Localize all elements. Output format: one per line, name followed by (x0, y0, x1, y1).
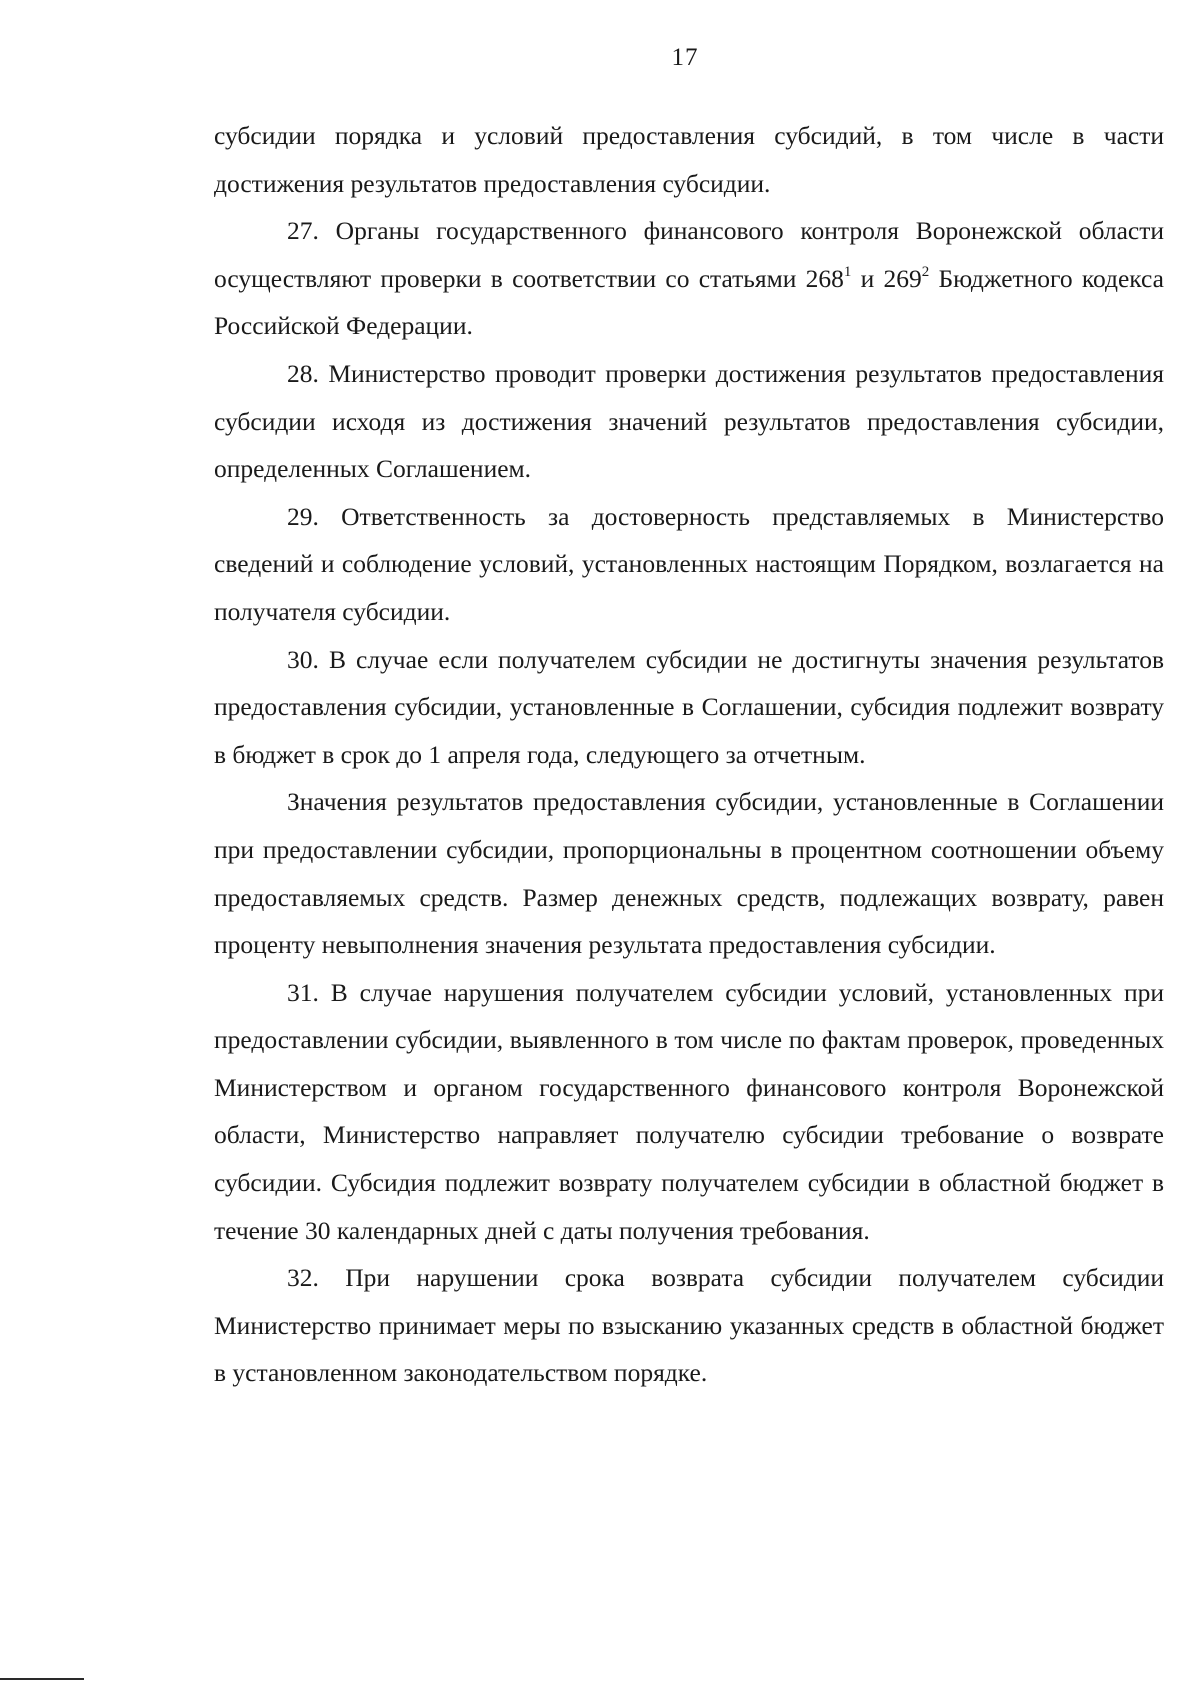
paragraph-27 (214, 207, 1164, 350)
page-number: 17 (671, 44, 699, 71)
superscript-2: 2 (921, 263, 930, 280)
paragraph-31: 31. В случае нарушения получателем субсидии условий, установленных при предоставлении субсидии, выявленного в том числе по фактам проверок, проведенных Министерством и органом государственного финансового контроля Воронежской области, Министерство направляет получателю субсидии требование о возврате субсидии. Субсидия подлежит возврату получателем субсидии в областной бюджет в течение 30 календарных дней с даты получения требования. (214, 977, 1164, 1245)
document-body (214, 112, 1164, 1397)
paragraph-27-text-a: 27. Органы государственного финансового контроля Воронежской области осуществляют проверки в соответствии со статьями 268 (214, 216, 1164, 293)
paragraph-30: 30. В случае если получателем субсидии не достигнуты значения результатов предоставления субсидии, установленные в Соглашении, субсидия подлежит возврату в бюджет в срок до 1 апреля года, следующего за отчетным. (214, 644, 1164, 769)
paragraph-28: 28. Министерство проводит проверки достижения результатов предоставления субсидии исходя из достижения значений результатов предоставления субсидии, определенных Соглашением. (214, 358, 1164, 484)
paragraph-30-values: Значения результатов предоставления субсидии, установленные в Соглашении при предоставлении субсидии, пропорциональны в процентном соотношении объему предоставляемых средств. Размер денежных средств, подлежащих возврату, равен проценту невыполнения значения результата предоставления субсидии. (214, 787, 1164, 960)
paragraph-27-text-c: Бюджетного кодекса Российской Федерации. (214, 263, 1164, 341)
paragraph-32: 32. При нарушении срока возврата субсидии получателем субсидии Министерство принимает меры по взысканию указанных средств в областной бюджет в установленном законодательством порядке. (214, 1263, 1164, 1388)
superscript-1: 1 (843, 263, 852, 280)
paragraph-27-text-b: и 269 (851, 263, 922, 293)
paragraph-continuation: субсидии порядка и условий предоставления субсидий, в том числе в части достижения результатов предоставления субсидии. (214, 121, 1164, 198)
footnote-separator-line (0, 1678, 84, 1680)
paragraph-29: 29. Ответственность за достоверность представляемых в Министерство сведений и соблюдение условий, установленных настоящим Порядком, возлагается на получателя субсидии. (214, 501, 1164, 626)
